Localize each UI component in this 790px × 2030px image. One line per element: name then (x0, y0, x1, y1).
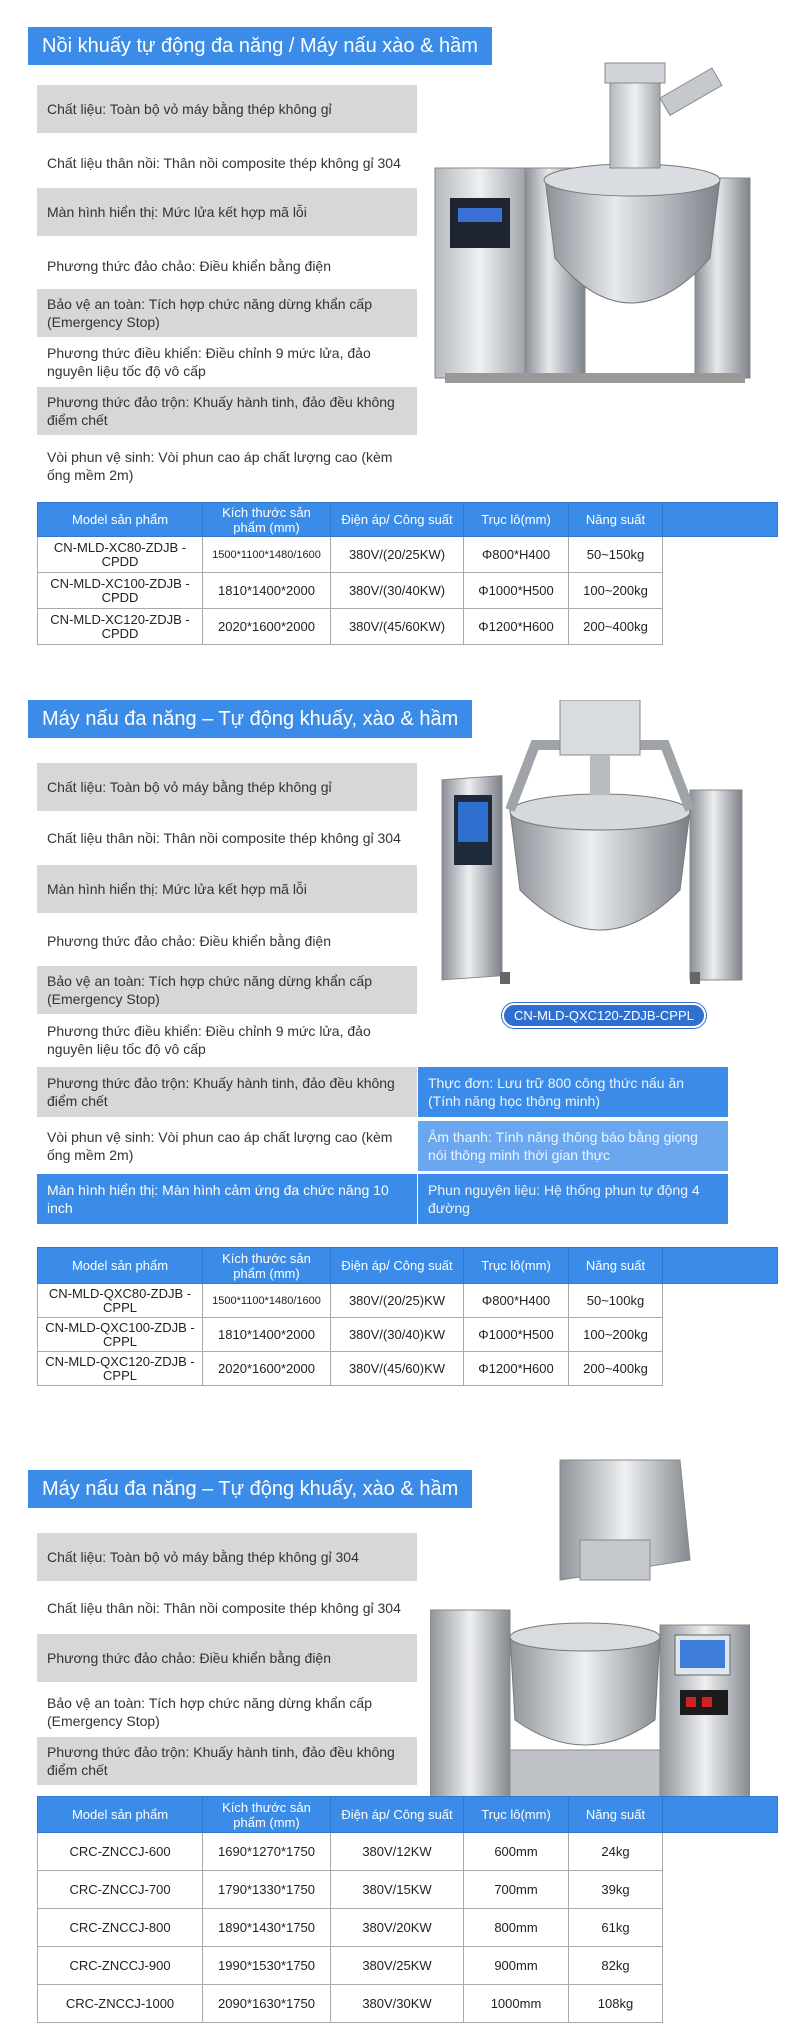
section1-title: Nồi khuấy tự động đa năng / Máy nấu xào & hầm (28, 27, 492, 65)
table-row (38, 1352, 778, 1386)
table-header: Điện áp/ Công suất (331, 1797, 464, 1833)
cell-size: 1890*1430*1750 (203, 1909, 331, 1947)
feature-display: Màn hình hiển thị: Mức lửa kết hợp mã lỗi (37, 865, 417, 913)
cell-size: 1690*1270*1750 (203, 1833, 331, 1871)
cell-power: 380V/20KW (331, 1909, 464, 1947)
table-row (38, 537, 778, 573)
cell-drum: 800mm (464, 1909, 569, 1947)
feature-material: Chất liệu: Toàn bộ vỏ máy bằng thép không gỉ (37, 763, 417, 811)
cell-drum: Φ1000*H500 (464, 573, 569, 609)
feature-voice: Âm thanh: Tính năng thông báo bằng giọng nói thông minh thời gian thực (418, 1121, 728, 1171)
cell-size: 1990*1530*1750 (203, 1947, 331, 1985)
cell-empty (663, 1352, 778, 1386)
table-row (38, 1871, 778, 1909)
cell-power: 380V/(45/60KW) (331, 609, 464, 645)
feature-nozzle: Vòi phun vệ sinh: Vòi phun cao áp chất lượng cao (kèm ống mềm 2m) (47, 1129, 393, 1163)
cell-size: 1810*1400*2000 (203, 573, 331, 609)
section3-title: Máy nấu đa năng – Tự động khuấy, xào & hầm (28, 1470, 472, 1508)
feature-touchscreen: Màn hình hiển thị: Màn hình cảm ứng đa chức năng 10 inch (37, 1174, 417, 1224)
cell-model: CN-MLD-XC120-ZDJB -CPDD (38, 609, 203, 645)
cell-empty (663, 573, 778, 609)
table-row (38, 1318, 778, 1352)
table-header: Điện áp/ Công suất (331, 1248, 464, 1284)
spec-table-2 (37, 1247, 778, 1386)
table-header: Kích thước sản phẩm (mm) (203, 503, 331, 537)
cell-capacity: 82kg (569, 1947, 663, 1985)
stir-fry-machine-image (430, 58, 760, 408)
cell-empty (663, 537, 778, 573)
cell-capacity: 100~200kg (569, 573, 663, 609)
cell-drum: 900mm (464, 1947, 569, 1985)
cell-capacity: 24kg (569, 1833, 663, 1871)
feature-nozzle: Vòi phun vệ sinh: Vòi phun cao áp chất lượng cao (kèm ống mềm 2m) (47, 449, 393, 483)
cell-drum: Φ1000*H500 (464, 1318, 569, 1352)
cell-empty (663, 1833, 778, 1871)
cell-model: CRC-ZNCCJ-600 (38, 1833, 203, 1871)
cell-power: 380V/(20/25)KW (331, 1284, 464, 1318)
feature-safety: Bảo vệ an toàn: Tích hợp chức năng dừng khẩn cấp (Emergency Stop) (37, 289, 417, 337)
cell-size: 2020*1600*2000 (203, 609, 331, 645)
table-row (38, 1947, 778, 1985)
feature-ingredient-spray: Phun nguyên liệu: Hệ thống phun tự động 4 đường (418, 1174, 728, 1224)
table-header: Model sản phẩm (38, 1248, 203, 1284)
cell-drum: Φ800*H400 (464, 537, 569, 573)
table-header: Kích thước sản phẩm (mm) (203, 1248, 331, 1284)
cell-model: CRC-ZNCCJ-1000 (38, 1985, 203, 2023)
feature-tilt-method: Phương thức đảo chảo: Điều khiển bằng điện (47, 933, 332, 949)
feature-control: Phương thức điều khiển: Điều chỉnh 9 mức lửa, đảo nguyên liệu tốc độ vô cấp (47, 1023, 371, 1057)
cell-capacity: 39kg (569, 1871, 663, 1909)
cell-model: CRC-ZNCCJ-700 (38, 1871, 203, 1909)
feature-display: Màn hình hiển thị: Mức lửa kết hợp mã lỗi (37, 188, 417, 236)
cell-empty (663, 1909, 778, 1947)
cell-empty (663, 1947, 778, 1985)
smart-cooking-machine-image (430, 1450, 750, 1800)
cell-size: 2020*1600*2000 (203, 1352, 331, 1386)
cell-power: 380V/(30/40)KW (331, 1318, 464, 1352)
feature-pot-material: Chất liệu thân nồi: Thân nồi composite thép không gỉ 304 (47, 155, 401, 171)
cell-drum: Φ800*H400 (464, 1284, 569, 1318)
table-header: Model sản phẩm (38, 503, 203, 537)
cell-power: 380V/(45/60)KW (331, 1352, 464, 1386)
spec-table-3 (37, 1796, 778, 2023)
cell-size: 1790*1330*1750 (203, 1871, 331, 1909)
cell-power: 380V/30KW (331, 1985, 464, 2023)
feature-pot-material: Chất liệu thân nồi: Thân nồi composite thép không gỉ 304 (47, 1600, 401, 1616)
cell-power: 380V/(20/25KW) (331, 537, 464, 573)
cell-drum: 700mm (464, 1871, 569, 1909)
spec-table-1 (37, 502, 778, 645)
model-badge: CN-MLD-QXC120-ZDJB-CPPL (502, 1003, 706, 1028)
table-header: Năng suất (569, 503, 663, 537)
feature-safety: Bảo vệ an toàn: Tích hợp chức năng dừng khẩn cấp (Emergency Stop) (37, 966, 417, 1014)
cell-capacity: 200~400kg (569, 609, 663, 645)
cell-empty (663, 609, 778, 645)
cell-empty (663, 1284, 778, 1318)
cell-size: 1810*1400*2000 (203, 1318, 331, 1352)
table-header: Trục lô(mm) (464, 1248, 569, 1284)
feature-tilt-method: Phương thức đảo chảo: Điều khiển bằng điện (37, 1634, 417, 1682)
cell-model: CRC-ZNCCJ-800 (38, 1909, 203, 1947)
table-header-empty (663, 503, 778, 537)
feature-material: Chất liệu: Toàn bộ vỏ máy bằng thép không gỉ 304 (37, 1533, 417, 1581)
cell-size: 2090*1630*1750 (203, 1985, 331, 2023)
feature-stirring: Phương thức đảo trộn: Khuấy hành tinh, đảo đều không điểm chết (37, 387, 417, 435)
table-header: Trục lô(mm) (464, 1797, 569, 1833)
table-row (38, 1833, 778, 1871)
feature-tilt-method: Phương thức đảo chảo: Điều khiển bằng điện (47, 258, 332, 274)
cell-capacity: 50~150kg (569, 537, 663, 573)
cell-size: 1500*1100*1480/1600 (203, 1284, 331, 1318)
feature-control: Phương thức điều khiển: Điều chỉnh 9 mức lửa, đảo nguyên liệu tốc độ vô cấp (47, 345, 371, 379)
cell-empty (663, 1871, 778, 1909)
table-row (38, 1284, 778, 1318)
table-header: Trục lô(mm) (464, 503, 569, 537)
table-row (38, 573, 778, 609)
cell-drum: Φ1200*H600 (464, 1352, 569, 1386)
cell-capacity: 50~100kg (569, 1284, 663, 1318)
feature-stirring: Phương thức đảo trộn: Khuấy hành tinh, đảo đều không điểm chết (37, 1067, 417, 1117)
cell-model: CN-MLD-XC80-ZDJB -CPDD (38, 537, 203, 573)
feature-menu: Thực đơn: Lưu trữ 800 công thức nấu ăn (Tính năng học thông minh) (418, 1067, 728, 1117)
cell-model: CRC-ZNCCJ-900 (38, 1947, 203, 1985)
cell-drum: 1000mm (464, 1985, 569, 2023)
cell-empty (663, 1985, 778, 2023)
cell-model: CN-MLD-XC100-ZDJB -CPDD (38, 573, 203, 609)
cell-model: CN-MLD-QXC80-ZDJB -CPPL (38, 1284, 203, 1318)
cell-power: 380V/25KW (331, 1947, 464, 1985)
cell-size: 1500*1100*1480/1600 (203, 537, 331, 573)
feature-safety: Bảo vệ an toàn: Tích hợp chức năng dừng khẩn cấp (Emergency Stop) (47, 1695, 372, 1729)
table-header-empty (663, 1797, 778, 1833)
cell-capacity: 100~200kg (569, 1318, 663, 1352)
table-row (38, 609, 778, 645)
cell-model: CN-MLD-QXC120-ZDJB -CPPL (38, 1352, 203, 1386)
table-row (38, 1909, 778, 1947)
section2-title: Máy nấu đa năng – Tự động khuấy, xào & hầm (28, 700, 472, 738)
cell-power: 380V/15KW (331, 1871, 464, 1909)
feature-pot-material: Chất liệu thân nồi: Thân nồi composite thép không gỉ 304 (47, 830, 401, 846)
table-header-empty (663, 1248, 778, 1284)
feature-material: Chất liệu: Toàn bộ vỏ máy bằng thép không gỉ (37, 85, 417, 133)
cell-capacity: 108kg (569, 1985, 663, 2023)
table-header: Model sản phẩm (38, 1797, 203, 1833)
cell-capacity: 200~400kg (569, 1352, 663, 1386)
table-header: Năng suất (569, 1797, 663, 1833)
cell-model: CN-MLD-QXC100-ZDJB -CPPL (38, 1318, 203, 1352)
touchscreen-stir-machine-image (440, 700, 750, 1000)
table-row (38, 1985, 778, 2023)
table-header: Điện áp/ Công suất (331, 503, 464, 537)
cell-power: 380V/(30/40KW) (331, 573, 464, 609)
feature-stirring: Phương thức đảo trộn: Khuấy hành tinh, đảo đều không điểm chết (37, 1737, 417, 1785)
table-header: Kích thước sản phẩm (mm) (203, 1797, 331, 1833)
table-header: Năng suất (569, 1248, 663, 1284)
cell-power: 380V/12KW (331, 1833, 464, 1871)
cell-empty (663, 1318, 778, 1352)
cell-drum: 600mm (464, 1833, 569, 1871)
cell-drum: Φ1200*H600 (464, 609, 569, 645)
cell-capacity: 61kg (569, 1909, 663, 1947)
